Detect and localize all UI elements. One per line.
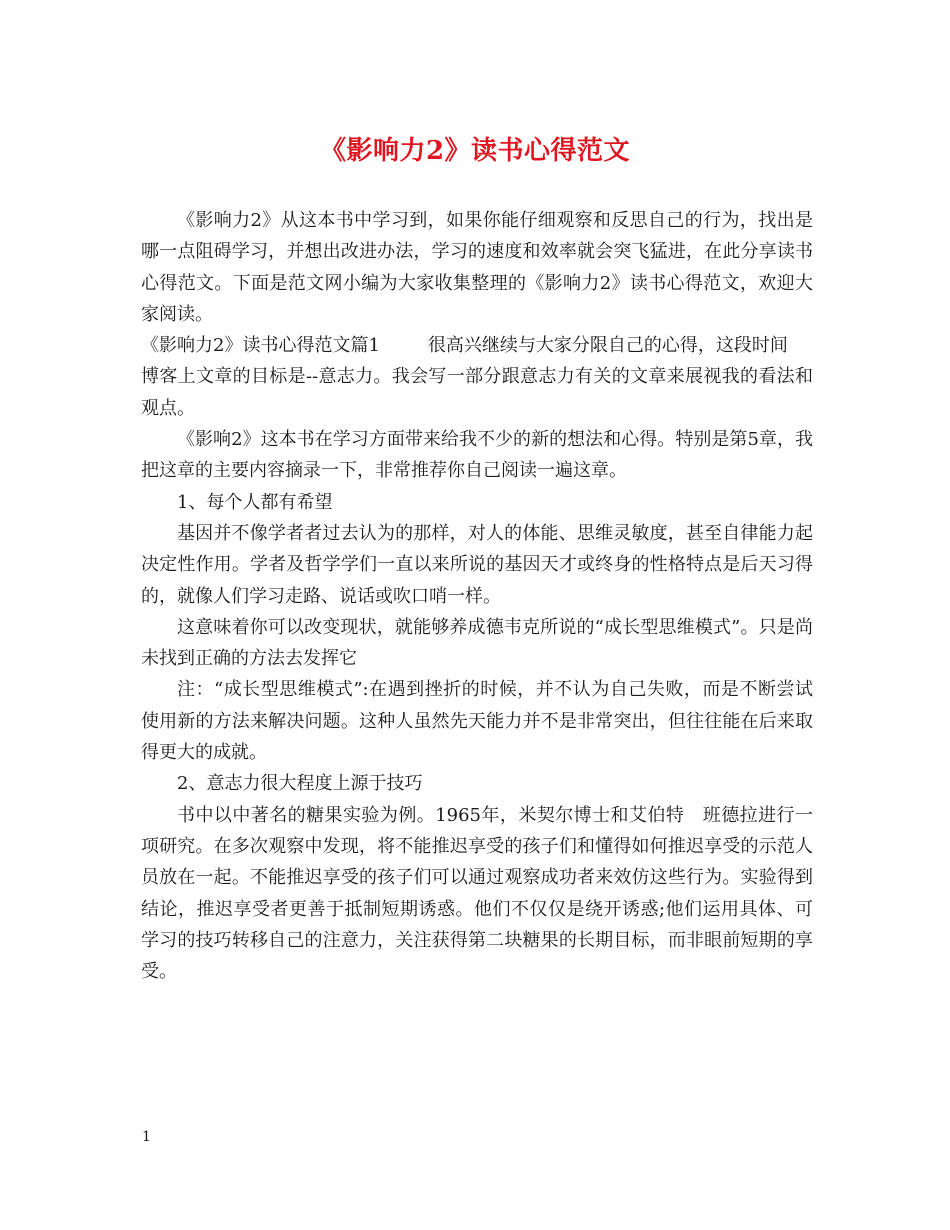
page-number: 1 bbox=[142, 1129, 151, 1145]
section-heading: 《影响力2》读书心得范文篇1 bbox=[141, 335, 380, 357]
numbered-heading: 2、意志力很大程度上源于技巧 bbox=[177, 773, 423, 795]
section-heading-line bbox=[141, 330, 813, 361]
body-paragraph: 基因并不像学者者过去认为的那样，对人的体能、思维灵敏度，甚至自律能力起决定性作用。学者及哲学学们一直以来所说的基因天才或终身的性格特点是后天习得的，就像人们学习走路、说话或吹口哨一样。 bbox=[141, 522, 813, 607]
body-paragraph: 书中以中著名的糖果实验为例。1965年，米契尔博士和艾伯特 班德拉进行一项研究。在多次观察中发现，将不能推迟享受的孩子们和懂得如何推迟享受的示范人员放在一起。不能推迟享受的孩子们可以通过观察成功者来效仿这些行为。实验得到结论，推迟享受者更善于抵制短期诱惑。他们不仅仅是绕开诱惑;他们运用具体、可学习的技巧转移自己的注意力，关注获得第二块糖果的长期目标，而非眼前短期的享受。 bbox=[141, 804, 813, 983]
numbered-heading: 1、每个人都有希望 bbox=[177, 491, 333, 513]
note-paragraph: 注：“成长型思维模式”:在遇到挫折的时候，并不认为自己失败，而是不断尝试使用新的方法来解决问题。这种人虽然先天能力并不是非常突出，但往往能在后来取得更大的成就。 bbox=[141, 679, 813, 764]
body-paragraph: 《影响2》这本书在学习方面带来给我不少的新的想法和心得。特别是第5章，我把这章的主要内容摘录一下，非常推荐你自己阅读一遍这章。 bbox=[141, 429, 813, 482]
document-body bbox=[141, 205, 813, 987]
section-lead: 很高兴继续与大家分限自己的心得，这段时间 bbox=[427, 335, 788, 357]
intro-paragraph: 《影响力2》从这本书中学习到，如果你能仔细观察和反思自己的行为，找出是哪一点阻碍学习，并想出改进办法，学习的速度和效率就会突飞猛进，在此分享读书心得范文。下面是范文网小编为大家收集整理的《影响力2》读书心得范文，欢迎大家阅读。 bbox=[141, 210, 813, 325]
document-title: 《影响力2》读书心得范文 bbox=[319, 136, 631, 166]
body-paragraph: 这意味着你可以改变现状，就能够养成德韦克所说的“成长型思维模式”。只是尚未找到正确的方法去发挥它 bbox=[141, 616, 813, 670]
body-paragraph: 博客上文章的目标是--意志力。我会写一部分跟意志力有关的文章来展视我的看法和观点。 bbox=[141, 366, 813, 419]
